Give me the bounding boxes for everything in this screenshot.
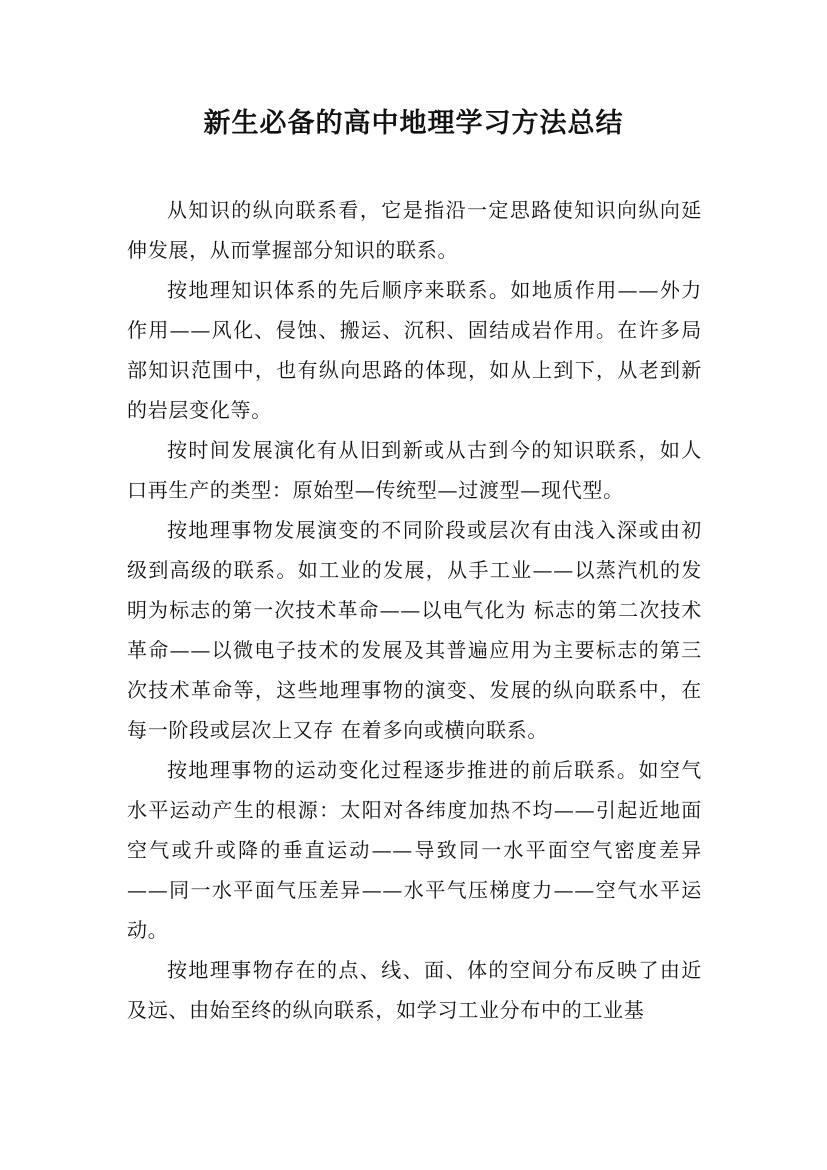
paragraph-3: 按时间发展演化有从旧到新或从古到今的知识联系，如人口再生产的类型：原始型—传统型—过渡型—现代型。 <box>127 438 702 502</box>
paragraph-5: 按地理事物的运动变化过程逐步推进的前后联系。如空气水平运动产生的根源：太阳对各纬度加热不均——引起近地面空气或升或降的垂直运动——导致同一水平面空气密度差异——同一水平面气压差异——水平气压梯度力——空气水平运动。 <box>127 758 702 942</box>
paragraph-4: 按地理事物发展演变的不同阶段或层次有由浅入深或由初级到高级的联系。如工业的发展，从手工业——以蒸汽机的发明为标志的第一次技术革命——以电气化为 标志的第二次技术革命——以微电子技术的发展及其普遍应用为主要标志的第三次技术革命等，这些地理事物的演变、发展的纵向联系中，在每一阶段或层次上又存 在着多向或横向联系。 <box>127 518 702 742</box>
paragraph-2: 按地理知识体系的先后顺序来联系。如地质作用——外力作用——风化、侵蚀、搬运、沉积、固结成岩作用。在许多局部知识范围中，也有纵向思路的体现，如从上到下，从老到新的岩层变化等。 <box>127 278 702 422</box>
paragraph-1: 从知识的纵向联系看，它是指沿一定思路使知识向纵向延伸发展，从而掌握部分知识的联系。 <box>127 198 702 262</box>
document-title: 新生必备的高中地理学习方法总结 <box>203 108 624 139</box>
paragraph-6: 按地理事物存在的点、线、面、体的空间分布反映了由近及远、由始至终的纵向联系，如学习工业分布中的工业基 <box>127 958 702 1022</box>
document-body <box>127 190 702 1030</box>
